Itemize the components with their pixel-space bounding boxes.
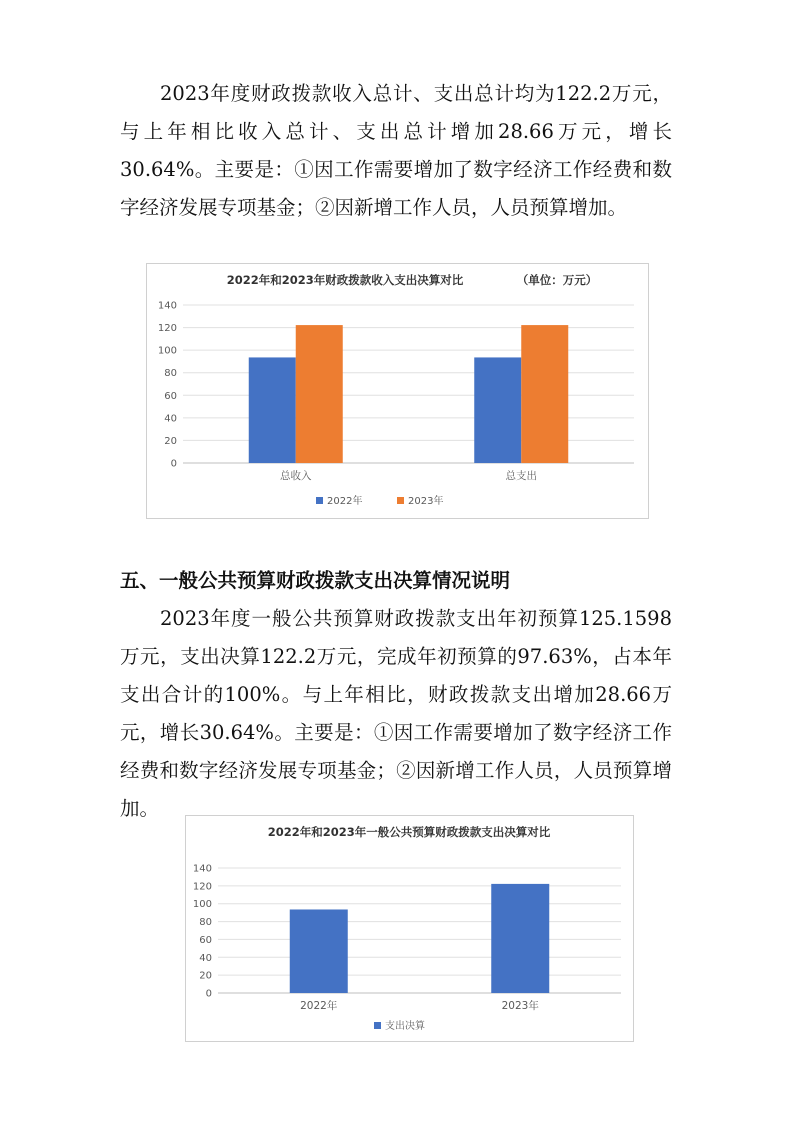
legend-label: 2022年: [327, 496, 363, 507]
bar: [290, 909, 348, 993]
y-tick-label: 0: [205, 988, 212, 1000]
y-tick-label: 60: [199, 934, 212, 946]
x-tick-label: 总支出: [505, 470, 537, 482]
bar: [474, 357, 521, 463]
chart-svg: [147, 264, 648, 518]
paragraph-income-expense: [120, 75, 672, 227]
x-tick-label: 总收入: [280, 470, 312, 482]
plot-area: [158, 301, 634, 508]
section-heading: 五、一般公共预算财政拨款支出决算情况说明: [120, 569, 511, 592]
y-tick-label: 100: [157, 345, 177, 357]
y-tick-label: 140: [192, 863, 212, 875]
y-tick-label: 0: [170, 458, 177, 470]
y-tick-label: 100: [192, 899, 212, 911]
y-tick-label: 20: [164, 435, 177, 447]
x-tick-label: 2023年: [501, 1000, 539, 1012]
y-tick-label: 120: [192, 881, 212, 893]
legend-label: 支出决算: [385, 1021, 425, 1032]
y-tick-label: 20: [199, 970, 212, 982]
paragraph-text: 2023年度财政拨款收入总计、支出总计均为122.2万元，与上年相比收入总计、支出总计增加28.66万元，增长30.64%。主要是：①因工作需要增加了数字经济工作经费和数字经济发展专项基金；②因新增工作人员，人员预算增加。: [120, 82, 672, 219]
legend-swatch: [316, 497, 323, 504]
y-tick-label: 40: [164, 413, 177, 425]
chart-title: 2022年和2023年财政拨款收入支出决算对比: [226, 273, 464, 287]
bar: [249, 357, 296, 463]
legend-label: 2023年: [408, 496, 444, 507]
section-five: [120, 562, 672, 828]
bar: [521, 325, 568, 463]
chart-unit-note: （单位：万元）: [516, 273, 598, 287]
legend-swatch: [374, 1022, 381, 1029]
y-tick-label: 140: [157, 300, 177, 312]
bar: [296, 325, 343, 463]
plot-area: [193, 864, 621, 1033]
general-budget-expense-chart: [185, 815, 634, 1042]
y-tick-label: 80: [164, 368, 177, 380]
income-expense-comparison-chart: [146, 263, 649, 519]
chart-svg: [186, 816, 633, 1041]
legend-swatch: [397, 497, 404, 504]
y-tick-label: 80: [199, 917, 212, 929]
section-text: 2023年度一般公共预算财政拨款支出年初预算125.1598万元，支出决算122.2万元，完成年初预算的97.63%，占本年支出合计的100%。与上年相比，财政拨款支出增加28.66万元，增长30.64%。主要是：①因工作需要增加了数字经济工作经费和数字经济发展专项基金；②因新增工作人员，人员预算增加。: [120, 607, 672, 820]
y-tick-label: 40: [199, 952, 212, 964]
x-tick-label: 2022年: [300, 1000, 338, 1012]
bar: [491, 884, 549, 993]
y-tick-label: 120: [157, 323, 177, 335]
chart-title: 2022年和2023年一般公共预算财政拨款支出决算对比: [267, 825, 551, 839]
y-tick-label: 60: [164, 390, 177, 402]
